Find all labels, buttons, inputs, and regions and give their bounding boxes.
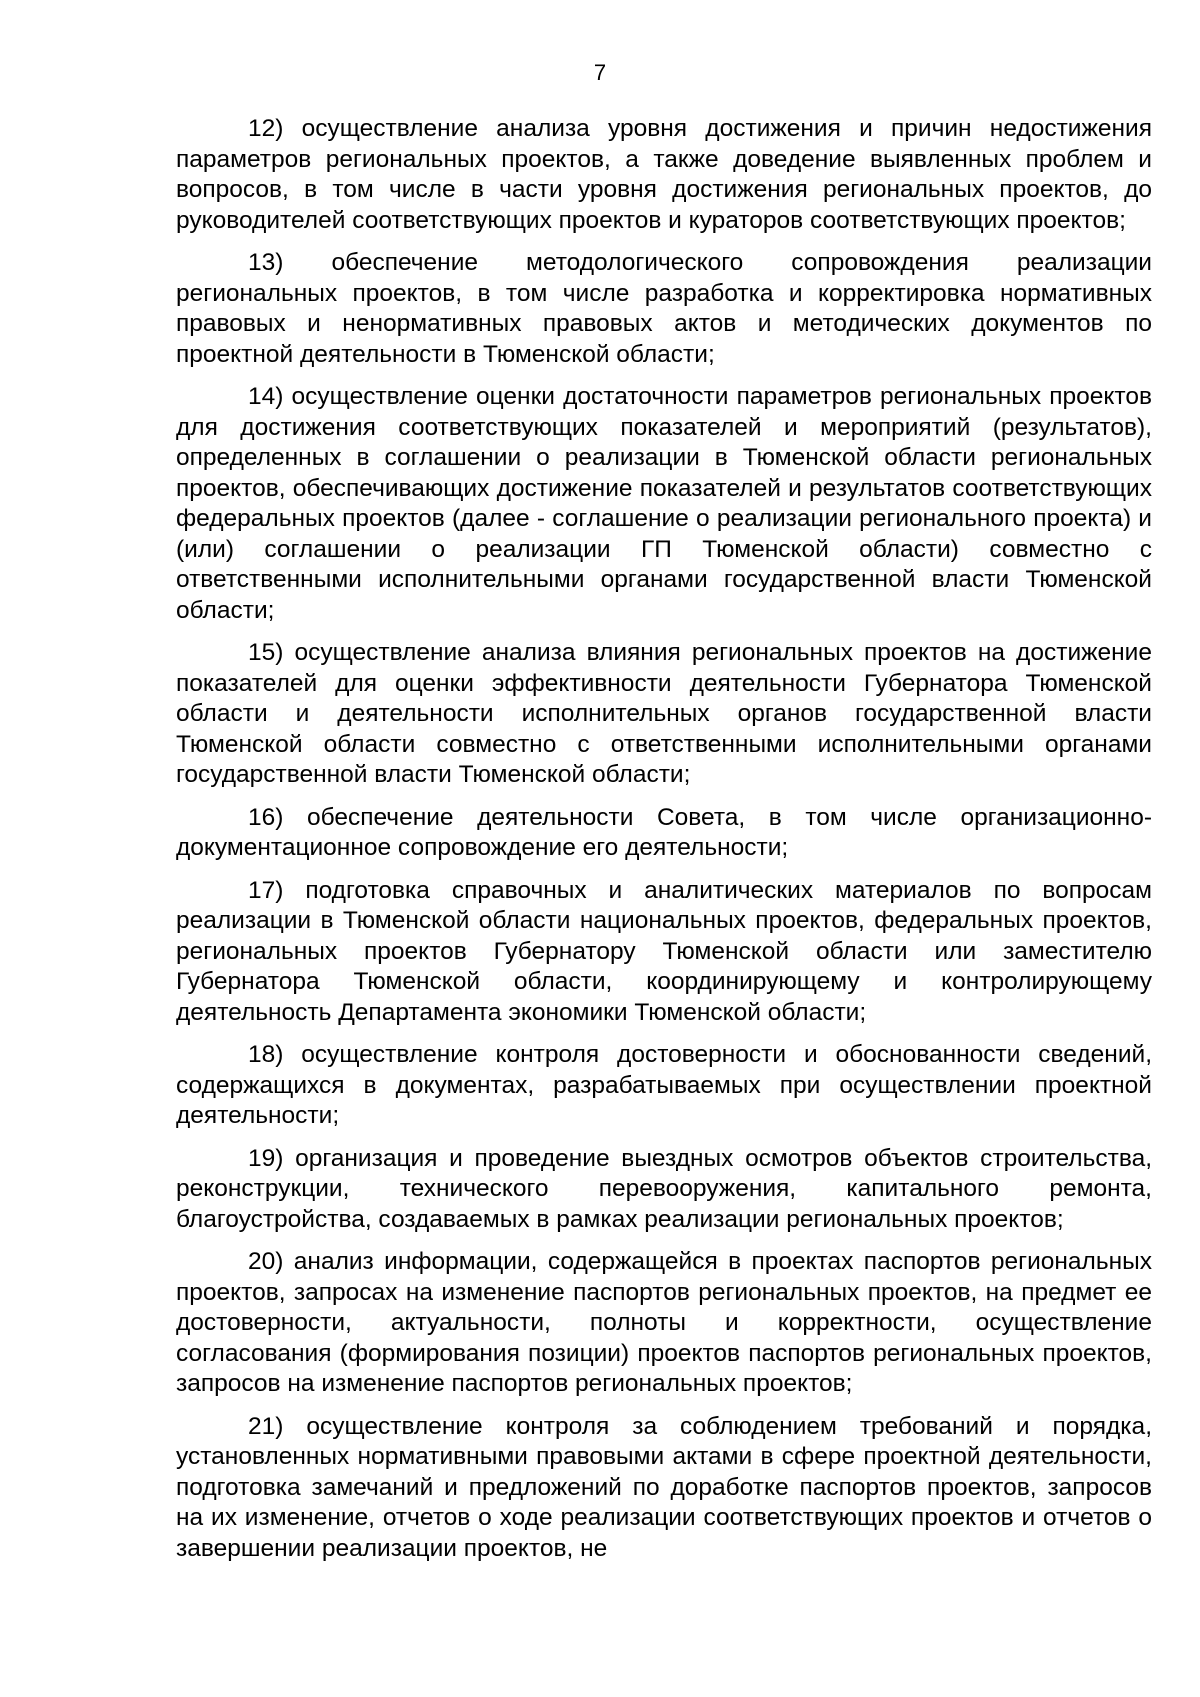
list-item-17: 17) подготовка справочных и аналитических материалов по вопросам реализации в Тюменской области национальных проектов, федеральных проектов, региональных проектов Губернатору Тюменской области или заместителю Губернатора Тюменской области, координирующему и контролирующему деятельность Департамента экономики Тюменской области;	[176, 876, 1152, 1026]
list-item-20: 20) анализ информации, содержащейся в проектах паспортов региональных проектов, запросах на изменение паспортов региональных проектов, на предмет ее достоверности, актуальности, полноты и корректности, осуществление согласования (формирования позиции) проектов паспортов региональных проектов, запросов на изменение паспортов региональных проектов;	[176, 1248, 1152, 1397]
page-number: 7	[593, 60, 607, 85]
list-item-14: 14) осуществление оценки достаточности параметров региональных проектов для достижения соответствующих показателей и мероприятий (результатов), определенных в соглашении о реализации в Тюменской области региональных проектов, обеспечивающих достижение показателей и результатов соответствующих федеральных проектов (далее - соглашение о реализации регионального проекта) и (или) соглашении о реализации ГП Тюменской области) совместно с ответственными исполнительными органами государственной власти Тюменской области;	[176, 383, 1152, 624]
list-item-13: 13) обеспечение методологического сопровождения реализации региональных проектов, в том числе разработка и корректировка нормативных правовых и ненормативных правовых актов и методических документов по проектной деятельности в Тюменской области;	[176, 249, 1152, 368]
list-item-19: 19) организация и проведение выездных осмотров объектов строительства, реконструкции, технического перевооружения, капитального ремонта, благоустройства, создаваемых в рамках реализации региональных проектов;	[176, 1144, 1152, 1233]
document-body	[176, 114, 1152, 1576]
list-item-21: 21) осуществление контроля за соблюдением требований и порядка, установленных нормативными правовыми актами в сфере проектной деятельности, подготовка замечаний и предложений по доработке паспортов проектов, запросов на их изменение, отчетов о ходе реализации соответствующих проектов и отчетов о завершении реализации проектов, не	[176, 1412, 1152, 1562]
list-item-15: 15) осуществление анализа влияния региональных проектов на достижение показателей для оценки эффективности деятельности Губернатора Тюменской области и деятельности исполнительных органов государственной власти Тюменской области совместно с ответственными исполнительными органами государственной власти Тюменской области;	[176, 639, 1152, 788]
list-item-12: 12) осуществление анализа уровня достижения и причин недостижения параметров региональных проектов, а также доведение выявленных проблем и вопросов, в том числе в части уровня достижения региональных проектов, до руководителей соответствующих проектов и кураторов соответствующих проектов;	[176, 115, 1152, 234]
list-item-16: 16) обеспечение деятельности Совета, в том числе организационно-документационное сопровождение его деятельности;	[176, 803, 1152, 861]
list-item-18: 18) осуществление контроля достоверности и обоснованности сведений, содержащихся в документах, разрабатываемых при осуществлении проектной деятельности;	[176, 1041, 1152, 1129]
